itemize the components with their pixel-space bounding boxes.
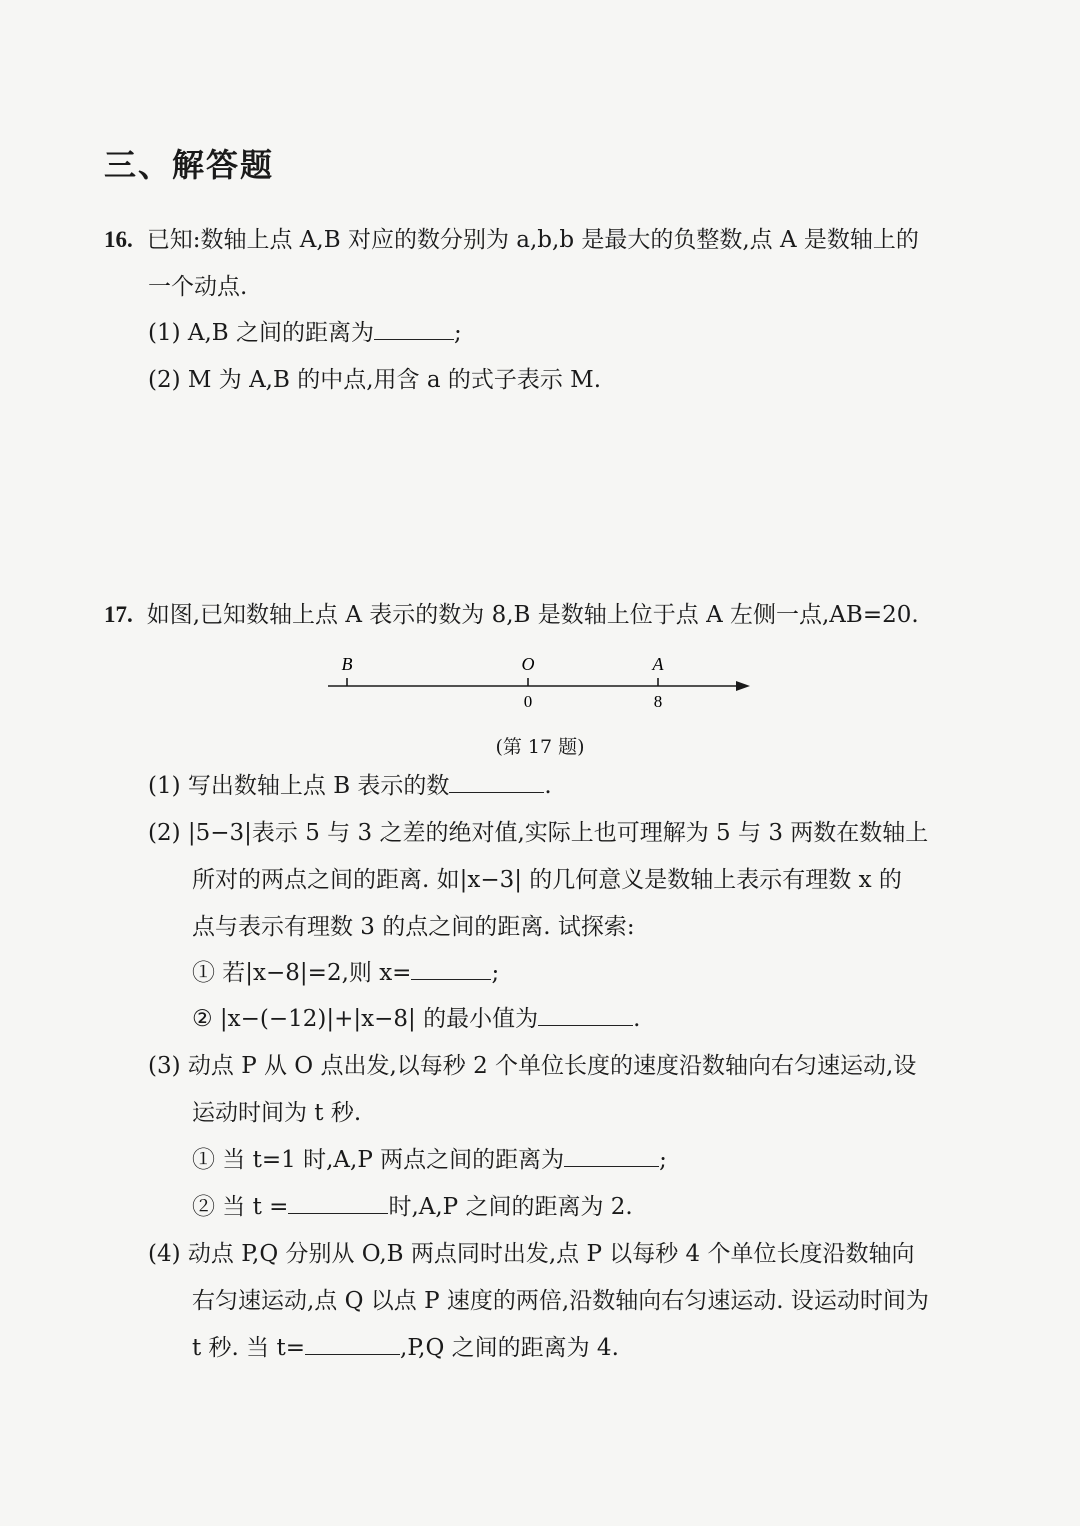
q17-part4-line1: (4) 动点 P,Q 分别从 O,B 两点同时出发,点 P 以每秒 4 个单位长度沿数轴向: [148, 1241, 915, 1267]
tick-label-8: 8: [653, 692, 663, 711]
answer-blank: [449, 772, 544, 793]
q16-part2: (2) M 为 A,B 的中点,用含 a 的式子表示 M.: [148, 367, 602, 393]
q17-stem: 17. 如图,已知数轴上点 A 表示的数为 8,B 是数轴上位于点 A 左侧一点,AB=20.: [104, 602, 919, 628]
q17-number: 17.: [104, 602, 133, 627]
q17-part4-line3: t 秒. 当 t= ,P,Q 之间的距离为 4.: [192, 1335, 619, 1361]
q16-part1: (1) A,B 之间的距离为 ;: [148, 320, 462, 346]
q16-stem-line2: 一个动点.: [148, 274, 248, 300]
q17-part2-ii: ② |x−(−12)|+|x−8| 的最小值为 .: [192, 1006, 641, 1032]
number-line-arrow: [736, 681, 750, 691]
figure-caption: (第 17 题): [495, 736, 585, 758]
answer-blank: [288, 1193, 388, 1214]
q16-stem-line1: 16. 已知:数轴上点 A,B 对应的数分别为 a,b,b 是最大的负整数,点 A 是数轴上的: [104, 227, 919, 253]
q17-part3-line2: 运动时间为 t 秒.: [192, 1100, 362, 1126]
answer-blank: [305, 1334, 400, 1355]
point-label-o: O: [521, 654, 535, 674]
q17-part3-line1: (3) 动点 P 从 O 点出发,以每秒 2 个单位长度的速度沿数轴向右匀速运动,设: [148, 1053, 917, 1079]
q17-part2-line2: 所对的两点之间的距离. 如|x−3| 的几何意义是数轴上表示有理数 x 的: [192, 867, 902, 893]
q16-number: 16.: [104, 227, 133, 252]
answer-blank: [411, 959, 491, 980]
q17-part1: (1) 写出数轴上点 B 表示的数 .: [148, 773, 552, 799]
section-title: 三、解答题: [104, 146, 275, 184]
q17-part3-ii: ② 当 t = 时,A,P 之间的距离为 2.: [192, 1194, 633, 1220]
q17-part2-line1: (2) |5−3|表示 5 与 3 之差的绝对值,实际上也可理解为 5 与 3 两数在数轴上: [148, 820, 929, 846]
q17-part2-line3: 点与表示有理数 3 的点之间的距离. 试探索:: [192, 914, 635, 940]
tick-label-0: 0: [523, 692, 533, 711]
q17-part4-line2: 右匀速运动,点 Q 以点 P 速度的两倍,沿数轴向右匀速运动. 设运动时间为: [192, 1288, 929, 1314]
answer-blank: [374, 319, 454, 340]
answer-blank: [564, 1146, 659, 1167]
q17-part2-i: ① 若|x−8|=2,则 x= ;: [192, 960, 500, 986]
number-line-figure: [320, 650, 760, 720]
point-label-a: A: [652, 654, 664, 674]
point-label-b: B: [341, 654, 353, 674]
answer-blank: [538, 1005, 633, 1026]
q17-part3-i: ① 当 t=1 时,A,P 两点之间的距离为 ;: [192, 1147, 667, 1173]
